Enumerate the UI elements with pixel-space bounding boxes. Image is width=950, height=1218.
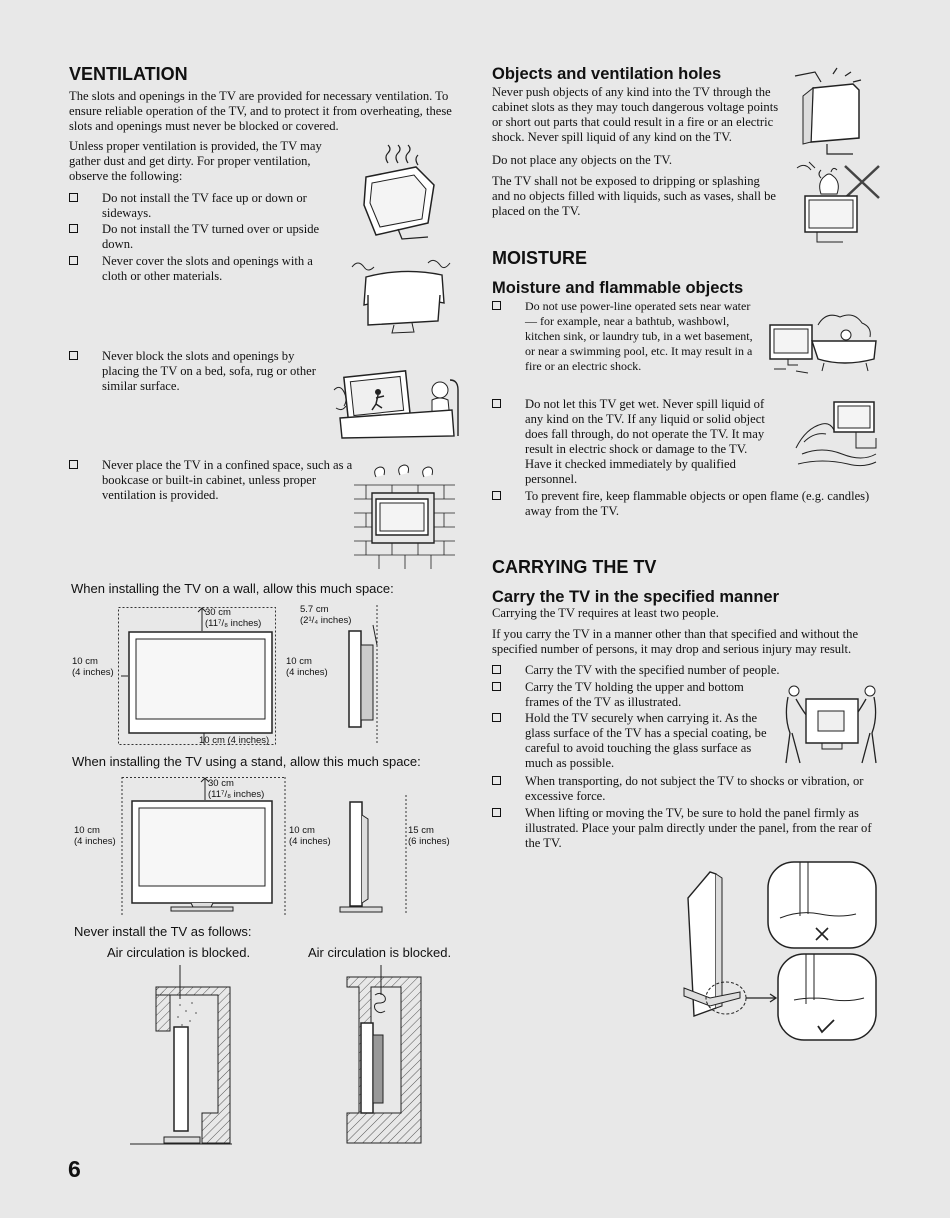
carrying-bullet-1: Carry the TV with the specified number of people. [492, 663, 832, 678]
moisture-bullet-2: Do not let this TV get wet. Never spill liquid of any kind on the TV. If any liquid or solid object does fall through, do not operate the TV. It may result in electric shock or damage to the TV. Have it checked immediately by qualified personnel. [492, 397, 777, 487]
carrying-bullet-5: When lifting or moving the TV, be sure to hold the panel firmly as illustrated. Place your palm directly under the panel, from the rear of the TV. [492, 806, 884, 851]
stand-rear-clearance: 15 cm (6 inches) [408, 825, 450, 847]
checkbox-icon [69, 193, 78, 202]
blocked-label-left: Air circulation is blocked. [107, 945, 251, 960]
two-people-carrying-illustration [782, 683, 880, 765]
moisture-heading: MOISTURE [492, 248, 588, 268]
tv-face-up-illustration [358, 145, 438, 240]
checkbox-icon [492, 491, 501, 500]
carrying-bullet-4: When transporting, do not subject the TV to shocks or vibration, or excessive force. [492, 774, 884, 804]
tv-vase-splash-illustration [795, 158, 883, 244]
tv-covered-cloth-illustration [344, 255, 459, 335]
tv-in-cabinet-illustration [352, 465, 457, 569]
carrying-p1: Carrying the TV requires at least two people. [492, 606, 719, 620]
checkbox-icon [492, 301, 501, 310]
ventilation-bullet-4: Never block the slots and openings by placing the TV on a bed, sofa, rug or other similar surface. [69, 349, 334, 394]
ventilation-intro2: Unless proper ventilation is provided, the TV may gather dust and get dirty. For proper ventilation, observe the following: [69, 139, 322, 183]
stand-install-caption: When installing the TV using a stand, allow this much space: [72, 754, 421, 769]
carrying-bullet-2: Carry the TV holding the upper and bottom frames of the TV as illustrated. [492, 680, 762, 710]
checkbox-icon [492, 682, 501, 691]
tv-objects-inserted-illustration [793, 68, 868, 158]
objects-p1: Never push objects of any kind into the TV through the cabinet slots as they may touch dangerous voltage points or short out parts that could result in a fire or an electric shock. Never spill liquid of any kind on the TV. [492, 85, 779, 144]
checkbox-icon [492, 665, 501, 674]
checkbox-icon [69, 256, 78, 265]
blocked-cabinet-illustration [130, 965, 232, 1145]
carrying-bullet-3: Hold the TV securely when carrying it. As the glass surface of the TV has a special coating, be careful to avoid touching the glass surface as much as possible. [492, 711, 777, 771]
carrying-subheading: Carry the TV in the specified manner [492, 588, 779, 606]
wall-install-caption: When installing the TV on a wall, allow this much space: [71, 581, 394, 596]
checkbox-icon [69, 224, 78, 233]
checkbox-icon [492, 808, 501, 817]
checkbox-icon [492, 776, 501, 785]
ventilation-bullet-1: Do not install the TV face up or down or sideways. [69, 191, 334, 221]
checkbox-icon [69, 460, 78, 469]
tv-splashed-illustration [794, 398, 879, 470]
wall-left-clearance: 10 cm (4 inches) [72, 656, 114, 678]
ventilation-bullet-5: Never place the TV in a confined space, such as a bookcase or built-in cabinet, unless proper ventilation is provided. [69, 458, 354, 503]
carrying-p2: If you carry the TV in a manner other than that specified and without the specified number of persons, it may drop and serious injury may result. [492, 627, 859, 656]
tv-on-sofa-illustration [332, 360, 460, 440]
page-number: 6 [68, 1156, 81, 1182]
tv-near-bathtub-illustration [766, 305, 880, 377]
blocked-label-right: Air circulation is blocked. [308, 945, 452, 960]
wall-clearance-side-diagram [340, 605, 385, 745]
ventilation-heading: VENTILATION [69, 64, 188, 84]
moisture-subheading: Moisture and flammable objects [492, 279, 744, 297]
objects-p2: Do not place any objects on the TV. [492, 153, 673, 167]
checkbox-icon [492, 713, 501, 722]
moisture-bullet-1: Do not use power-line operated sets near water — for example, near a bathtub, washbowl, kitchen sink, or laundry tub, in a wet basement, or near a swimming pool, etc. It may result in a fire or an electric shock. [492, 299, 762, 374]
never-install-caption: Never install the TV as follows: [74, 924, 252, 939]
stand-left-clearance: 10 cm (4 inches) [74, 825, 116, 847]
wall-bottom-clearance: 10 cm (4 inches) [199, 735, 270, 746]
wall-right-clearance: 10 cm (4 inches) [286, 656, 328, 678]
objects-heading: Objects and ventilation holes [492, 65, 722, 83]
stand-right-clearance: 10 cm (4 inches) [289, 825, 331, 847]
checkbox-icon [492, 399, 501, 408]
wall-top-clearance: 30 cm (11⁷/₈ inches) [205, 607, 262, 629]
ventilation-intro: The slots and openings in the TV are provided for necessary ventilation. To ensure reliable operation of the TV, and to protect it from overheating, these slots and openings must never be blocked or covered. [69, 89, 452, 133]
lifting-panel-illustration [680, 858, 880, 1043]
checkbox-icon [69, 351, 78, 360]
wall-side-clearance: 5.7 cm (2¹/₄ inches) [300, 604, 352, 626]
moisture-bullet-3: To prevent fire, keep flammable objects or open flame (e.g. candles) away from the TV. [492, 489, 884, 519]
stand-clearance-side-diagram [336, 795, 411, 915]
blocked-recess-illustration [345, 965, 423, 1145]
objects-p3: The TV shall not be exposed to dripping or splashing and no objects filled with liquids, such as vases, shall be placed on the TV. [492, 174, 777, 218]
stand-top-clearance: 30 cm (11⁷/₈ inches) [208, 778, 265, 800]
carrying-heading: CARRYING THE TV [492, 557, 657, 577]
ventilation-bullet-3: Never cover the slots and openings with a cloth or other materials. [69, 254, 334, 284]
ventilation-bullet-2: Do not install the TV turned over or upside down. [69, 222, 334, 252]
